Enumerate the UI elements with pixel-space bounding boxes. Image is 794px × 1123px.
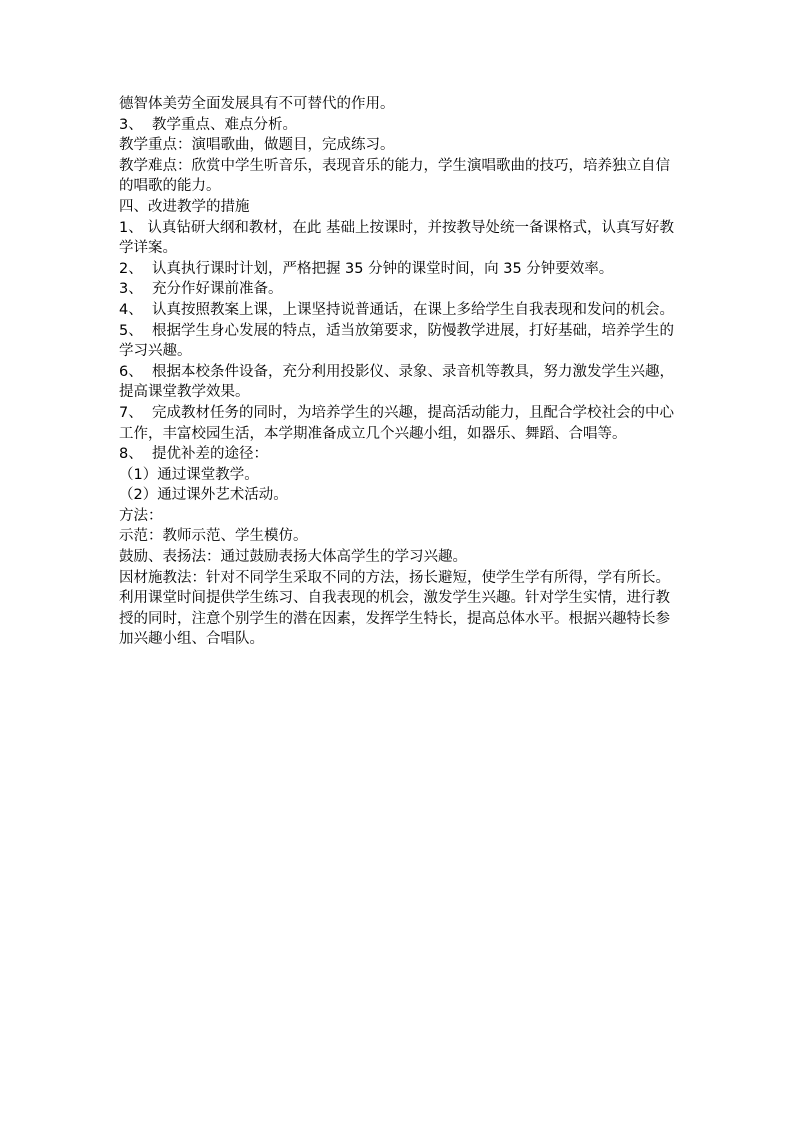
section-heading: 四、改进教学的措施: [119, 198, 250, 215]
paragraph: 教学难点：欣赏中学生听音乐，表现音乐的能力，学生演唱歌曲的技巧，培养独立自信的唱歌的能力。: [119, 157, 670, 195]
list-item: 7、 完成教材任务的同时，为培养学生的兴趣，提高活动能力，且配合学校社会的中心工作，丰富校园生活，本学期准备成立几个兴趣小组，如器乐、舞蹈、合唱等。: [119, 404, 674, 442]
section-heading: 方法：: [119, 507, 163, 524]
document-body: [119, 94, 681, 650]
paragraph: 示范：教师示范、学生模仿。: [119, 528, 308, 545]
paragraph: 鼓励、表扬法：通过鼓励表扬大体高学生的学习兴趣。: [119, 549, 467, 566]
list-item: 1、 认真钻研大纲和教材，在此 基础上按课时，并按教导处统一备课格式，认真写好教学详案。: [119, 219, 674, 257]
paragraph: 教学重点：演唱歌曲，做题目，完成练习。: [119, 137, 395, 154]
section-heading: 3、 教学重点、难点分析。: [119, 116, 297, 133]
list-item: 6、 根据本校条件设备，充分利用投影仪、录象、录音机等教具，努力激发学生兴趣，提高课堂教学效果。: [119, 363, 674, 401]
list-item: 2、 认真执行课时计划，严格把握 35 分钟的课堂时间，向 35 分钟要效率。: [119, 260, 614, 277]
paragraph: 因材施教法：针对不同学生采取不同的方法，扬长避短，使学生学有所得，学有所长。: [119, 569, 670, 586]
sub-list-item: （2）通过课外艺术活动。: [119, 487, 288, 504]
paragraph: 德智体美劳全面发展具有不可替代的作用。: [119, 96, 395, 112]
paragraph: 利用课堂时间提供学生练习、自我表现的机会，激发学生兴趣。针对学生实情，进行教授的同时，注意个别学生的潜在因素，发挥学生特长，提高总体水平。根据兴趣特长参加兴趣小组、合唱队。: [119, 590, 670, 648]
list-item: 5、 根据学生身心发展的特点，适当放第要求，防慢教学进展，打好基础，培养学生的学习兴趣。: [119, 322, 674, 360]
list-item: 8、 提优补差的途径：: [119, 446, 268, 463]
list-item: 3、 充分作好课前准备。: [119, 281, 283, 298]
list-item: 4、 认真按照教案上课，上课坚持说普通话，在课上多给学生自我表现和发问的机会。: [119, 301, 674, 318]
sub-list-item: （1）通过课堂教学。: [119, 466, 259, 483]
